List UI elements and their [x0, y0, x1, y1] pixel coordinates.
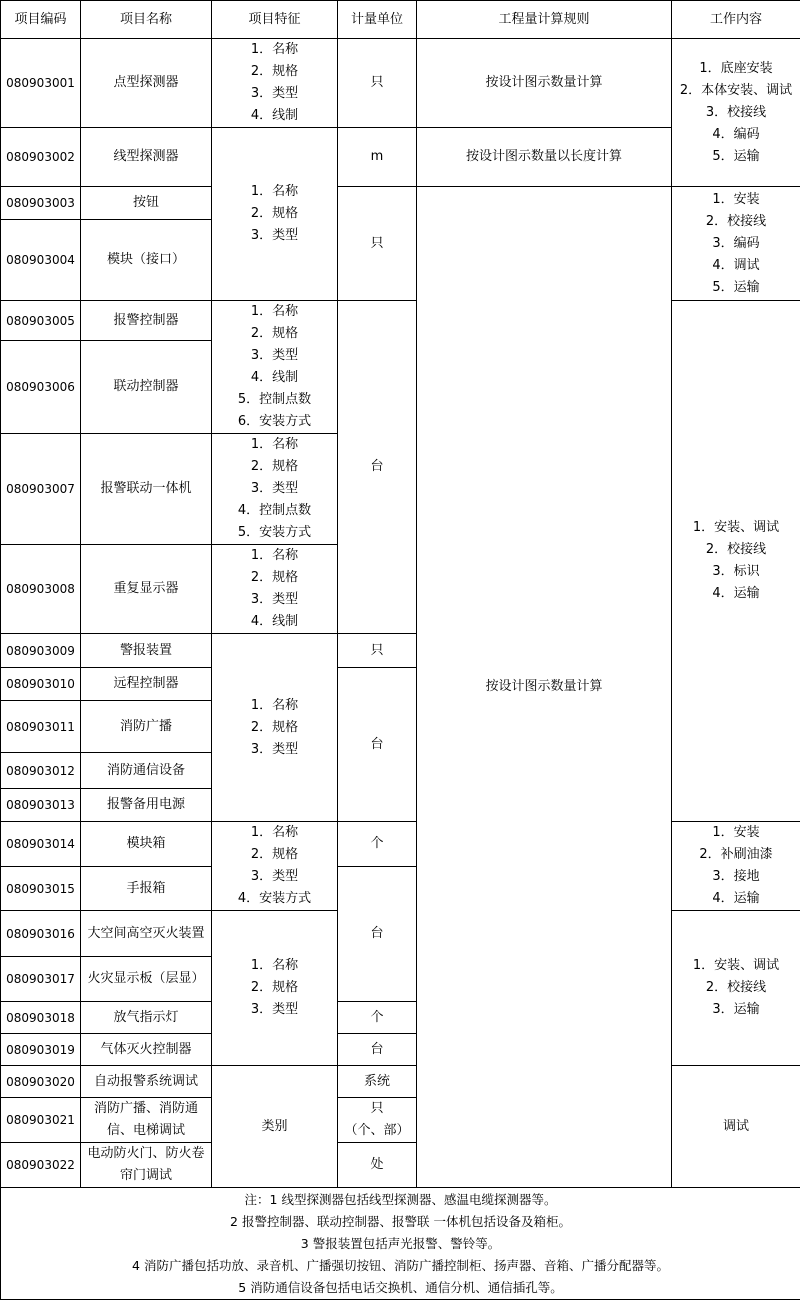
item-code: 080903013 — [1, 789, 81, 822]
item-name: 远程控制器 — [81, 668, 212, 701]
item-unit: 台 — [338, 301, 417, 634]
notes-cell — [1, 1188, 800, 1300]
feature-line: 1．名称 — [250, 825, 299, 840]
work-line: 5．运输 — [712, 148, 760, 164]
header-row — [1, 1, 800, 39]
item-unit: 台 — [338, 668, 417, 822]
item-features — [212, 128, 338, 301]
item-unit: 台 — [338, 867, 417, 1002]
item-rule: 按设计图示数量计算 — [417, 187, 672, 1188]
table-row — [1, 822, 800, 867]
work-line: 2．校接线 — [705, 542, 767, 557]
item-unit: 个 — [338, 1002, 417, 1034]
item-name: 消防广播 — [81, 701, 212, 753]
feature-line: 1．名称 — [250, 42, 299, 57]
item-unit: 台 — [338, 1034, 417, 1066]
item-name: 点型探测器 — [81, 39, 212, 128]
item-code: 080903008 — [1, 545, 81, 634]
item-name: 放气指示灯 — [81, 1002, 212, 1034]
feature-line: 1．名称 — [250, 958, 299, 973]
item-work: 调试 — [672, 1066, 800, 1188]
col-header-code: 项目编码 — [1, 1, 81, 39]
note-line: 注：1 线型探测器包括线型探测器、感温电缆探测器等。 — [244, 1191, 557, 1207]
item-features: 类别 — [212, 1066, 338, 1188]
item-name: 消防通信设备 — [81, 753, 212, 789]
feature-line: 1．名称 — [250, 548, 299, 563]
feature-line: 4．控制点数 — [237, 503, 312, 518]
item-name: 模块（接口） — [81, 220, 212, 301]
table-row — [1, 39, 800, 128]
item-name: 按钮 — [81, 187, 212, 220]
item-work — [672, 39, 800, 187]
item-code: 080903014 — [1, 822, 81, 867]
item-name: 报警联动一体机 — [81, 434, 212, 545]
work-line: 2．补刷油漆 — [699, 847, 773, 862]
item-unit: 系统 — [338, 1066, 417, 1098]
item-code: 080903018 — [1, 1002, 81, 1034]
notes-row — [1, 1188, 800, 1300]
note-line: 4 消防广播包括功放、录音机、广播强切按钮、消防广播控制柜、扬声器、音箱、广播分配器等。 — [132, 1257, 669, 1273]
feature-line: 3．类型 — [250, 481, 299, 496]
note-line: 5 消防通信设备包括电话交换机、通信分机、通信插孔等。 — [238, 1279, 563, 1295]
item-name: 火灾显示板（层显） — [81, 957, 212, 1002]
work-line: 3．运输 — [712, 1002, 760, 1017]
feature-line: 2．规格 — [250, 326, 299, 341]
item-work — [672, 911, 800, 1066]
item-unit: m — [338, 128, 417, 187]
item-code: 080903021 — [1, 1098, 81, 1143]
feature-line: 3．类型 — [250, 869, 299, 884]
item-code: 080903022 — [1, 1143, 81, 1188]
feature-line: 4．线制 — [250, 108, 299, 123]
work-line: 2．校接线 — [705, 980, 767, 995]
item-name: 联动控制器 — [81, 341, 212, 434]
feature-line: 3．类型 — [250, 1002, 299, 1017]
feature-line: 3．类型 — [250, 86, 299, 101]
item-features — [212, 911, 338, 1066]
item-name: 自动报警系统调试 — [81, 1066, 212, 1098]
item-features — [212, 822, 338, 911]
work-line: 2．本体安装、调试 — [679, 82, 793, 98]
item-features — [212, 634, 338, 822]
feature-line: 4．线制 — [250, 614, 299, 629]
feature-line: 2．规格 — [250, 459, 299, 474]
work-line: 3．编码 — [712, 235, 760, 251]
table-row — [1, 301, 800, 341]
item-code: 080903005 — [1, 301, 81, 341]
feature-line: 5．控制点数 — [237, 392, 312, 407]
item-code: 080903006 — [1, 341, 81, 434]
item-name: 手报箱 — [81, 867, 212, 911]
work-line: 4．编码 — [712, 126, 760, 142]
item-unit: 只 — [338, 634, 417, 668]
item-rule: 按设计图示数量计算 — [417, 39, 672, 128]
item-unit: 只 — [338, 39, 417, 128]
work-line: 4．调试 — [712, 257, 760, 273]
table-row — [1, 187, 800, 220]
item-name: 警报装置 — [81, 634, 212, 668]
col-header-work: 工作内容 — [672, 1, 800, 39]
item-unit — [338, 1098, 417, 1143]
item-work — [672, 187, 800, 301]
item-features — [212, 545, 338, 634]
item-unit: 只 — [338, 187, 417, 301]
work-line: 1．安装、调试 — [692, 520, 780, 535]
feature-line: 2．规格 — [250, 206, 299, 221]
item-code: 080903011 — [1, 701, 81, 753]
feature-line: 1．名称 — [250, 304, 299, 319]
item-code: 080903004 — [1, 220, 81, 301]
item-code: 080903012 — [1, 753, 81, 789]
item-name: 气体灭火控制器 — [81, 1034, 212, 1066]
item-code: 080903009 — [1, 634, 81, 668]
item-work — [672, 301, 800, 822]
item-code: 080903017 — [1, 957, 81, 1002]
feature-line: 3．类型 — [250, 592, 299, 607]
work-line: 1．安装 — [712, 191, 760, 207]
work-line: 1．安装 — [712, 825, 760, 840]
feature-line: 3．类型 — [250, 741, 299, 757]
feature-line: 3．类型 — [250, 348, 299, 363]
item-code: 080903015 — [1, 867, 81, 911]
feature-line: 1．名称 — [250, 697, 299, 713]
item-code: 080903016 — [1, 911, 81, 957]
feature-line: 1．名称 — [250, 184, 299, 199]
feature-line: 4．线制 — [250, 370, 299, 385]
feature-line: 1．名称 — [250, 437, 299, 452]
feature-line: 4．安装方式 — [237, 891, 312, 906]
item-code: 080903007 — [1, 434, 81, 545]
item-code: 080903020 — [1, 1066, 81, 1098]
col-header-name: 项目名称 — [81, 1, 212, 39]
feature-line: 6．安装方式 — [237, 414, 312, 429]
feature-line: 3．类型 — [250, 228, 299, 243]
work-line: 3．标识 — [712, 564, 760, 579]
item-name: 模块箱 — [81, 822, 212, 867]
table-row — [1, 1066, 800, 1098]
item-features — [212, 301, 338, 434]
item-name: 电动防火门、防火卷帘门调试 — [81, 1143, 212, 1188]
work-line: 5．运输 — [712, 279, 760, 295]
work-line: 2．校接线 — [705, 213, 767, 229]
col-header-rule: 工程量计算规则 — [417, 1, 672, 39]
feature-line: 2．规格 — [250, 980, 299, 995]
item-code: 080903003 — [1, 187, 81, 220]
item-unit: 处 — [338, 1143, 417, 1188]
note-line: 2 报警控制器、联动控制器、报警联 一体机包括设备及箱柜。 — [230, 1213, 571, 1229]
unit-line: （个、部） — [344, 1123, 410, 1138]
work-line: 1．底座安装 — [699, 60, 773, 76]
work-line: 1．安装、调试 — [692, 958, 780, 973]
col-header-unit: 计量单位 — [338, 1, 417, 39]
item-name: 线型探测器 — [81, 128, 212, 187]
item-code: 080903010 — [1, 668, 81, 701]
col-header-features: 项目特征 — [212, 1, 338, 39]
item-unit: 个 — [338, 822, 417, 867]
note-line: 3 警报装置包括声光报警、警铃等。 — [300, 1235, 501, 1251]
unit-line: 只 — [370, 1101, 384, 1116]
feature-line: 2．规格 — [250, 64, 299, 79]
item-name: 报警备用电源 — [81, 789, 212, 822]
item-name: 大空间高空灭火装置 — [81, 911, 212, 957]
item-name: 重复显示器 — [81, 545, 212, 634]
item-features — [212, 434, 338, 545]
work-line: 3．校接线 — [705, 104, 767, 120]
item-code: 080903019 — [1, 1034, 81, 1066]
work-line: 3．接地 — [712, 869, 760, 884]
item-rule: 按设计图示数量以长度计算 — [417, 128, 672, 187]
feature-line: 2．规格 — [250, 570, 299, 585]
item-code: 080903002 — [1, 128, 81, 187]
item-name: 报警控制器 — [81, 301, 212, 341]
item-work — [672, 822, 800, 911]
work-line: 4．运输 — [712, 891, 760, 906]
item-code: 080903001 — [1, 39, 81, 128]
item-features — [212, 39, 338, 128]
feature-line: 2．规格 — [250, 847, 299, 862]
feature-line: 5．安装方式 — [237, 525, 312, 540]
item-name: 消防广播、消防通信、电梯调试 — [81, 1098, 212, 1143]
feature-line: 2．规格 — [250, 719, 299, 735]
work-line: 4．运输 — [712, 586, 760, 601]
